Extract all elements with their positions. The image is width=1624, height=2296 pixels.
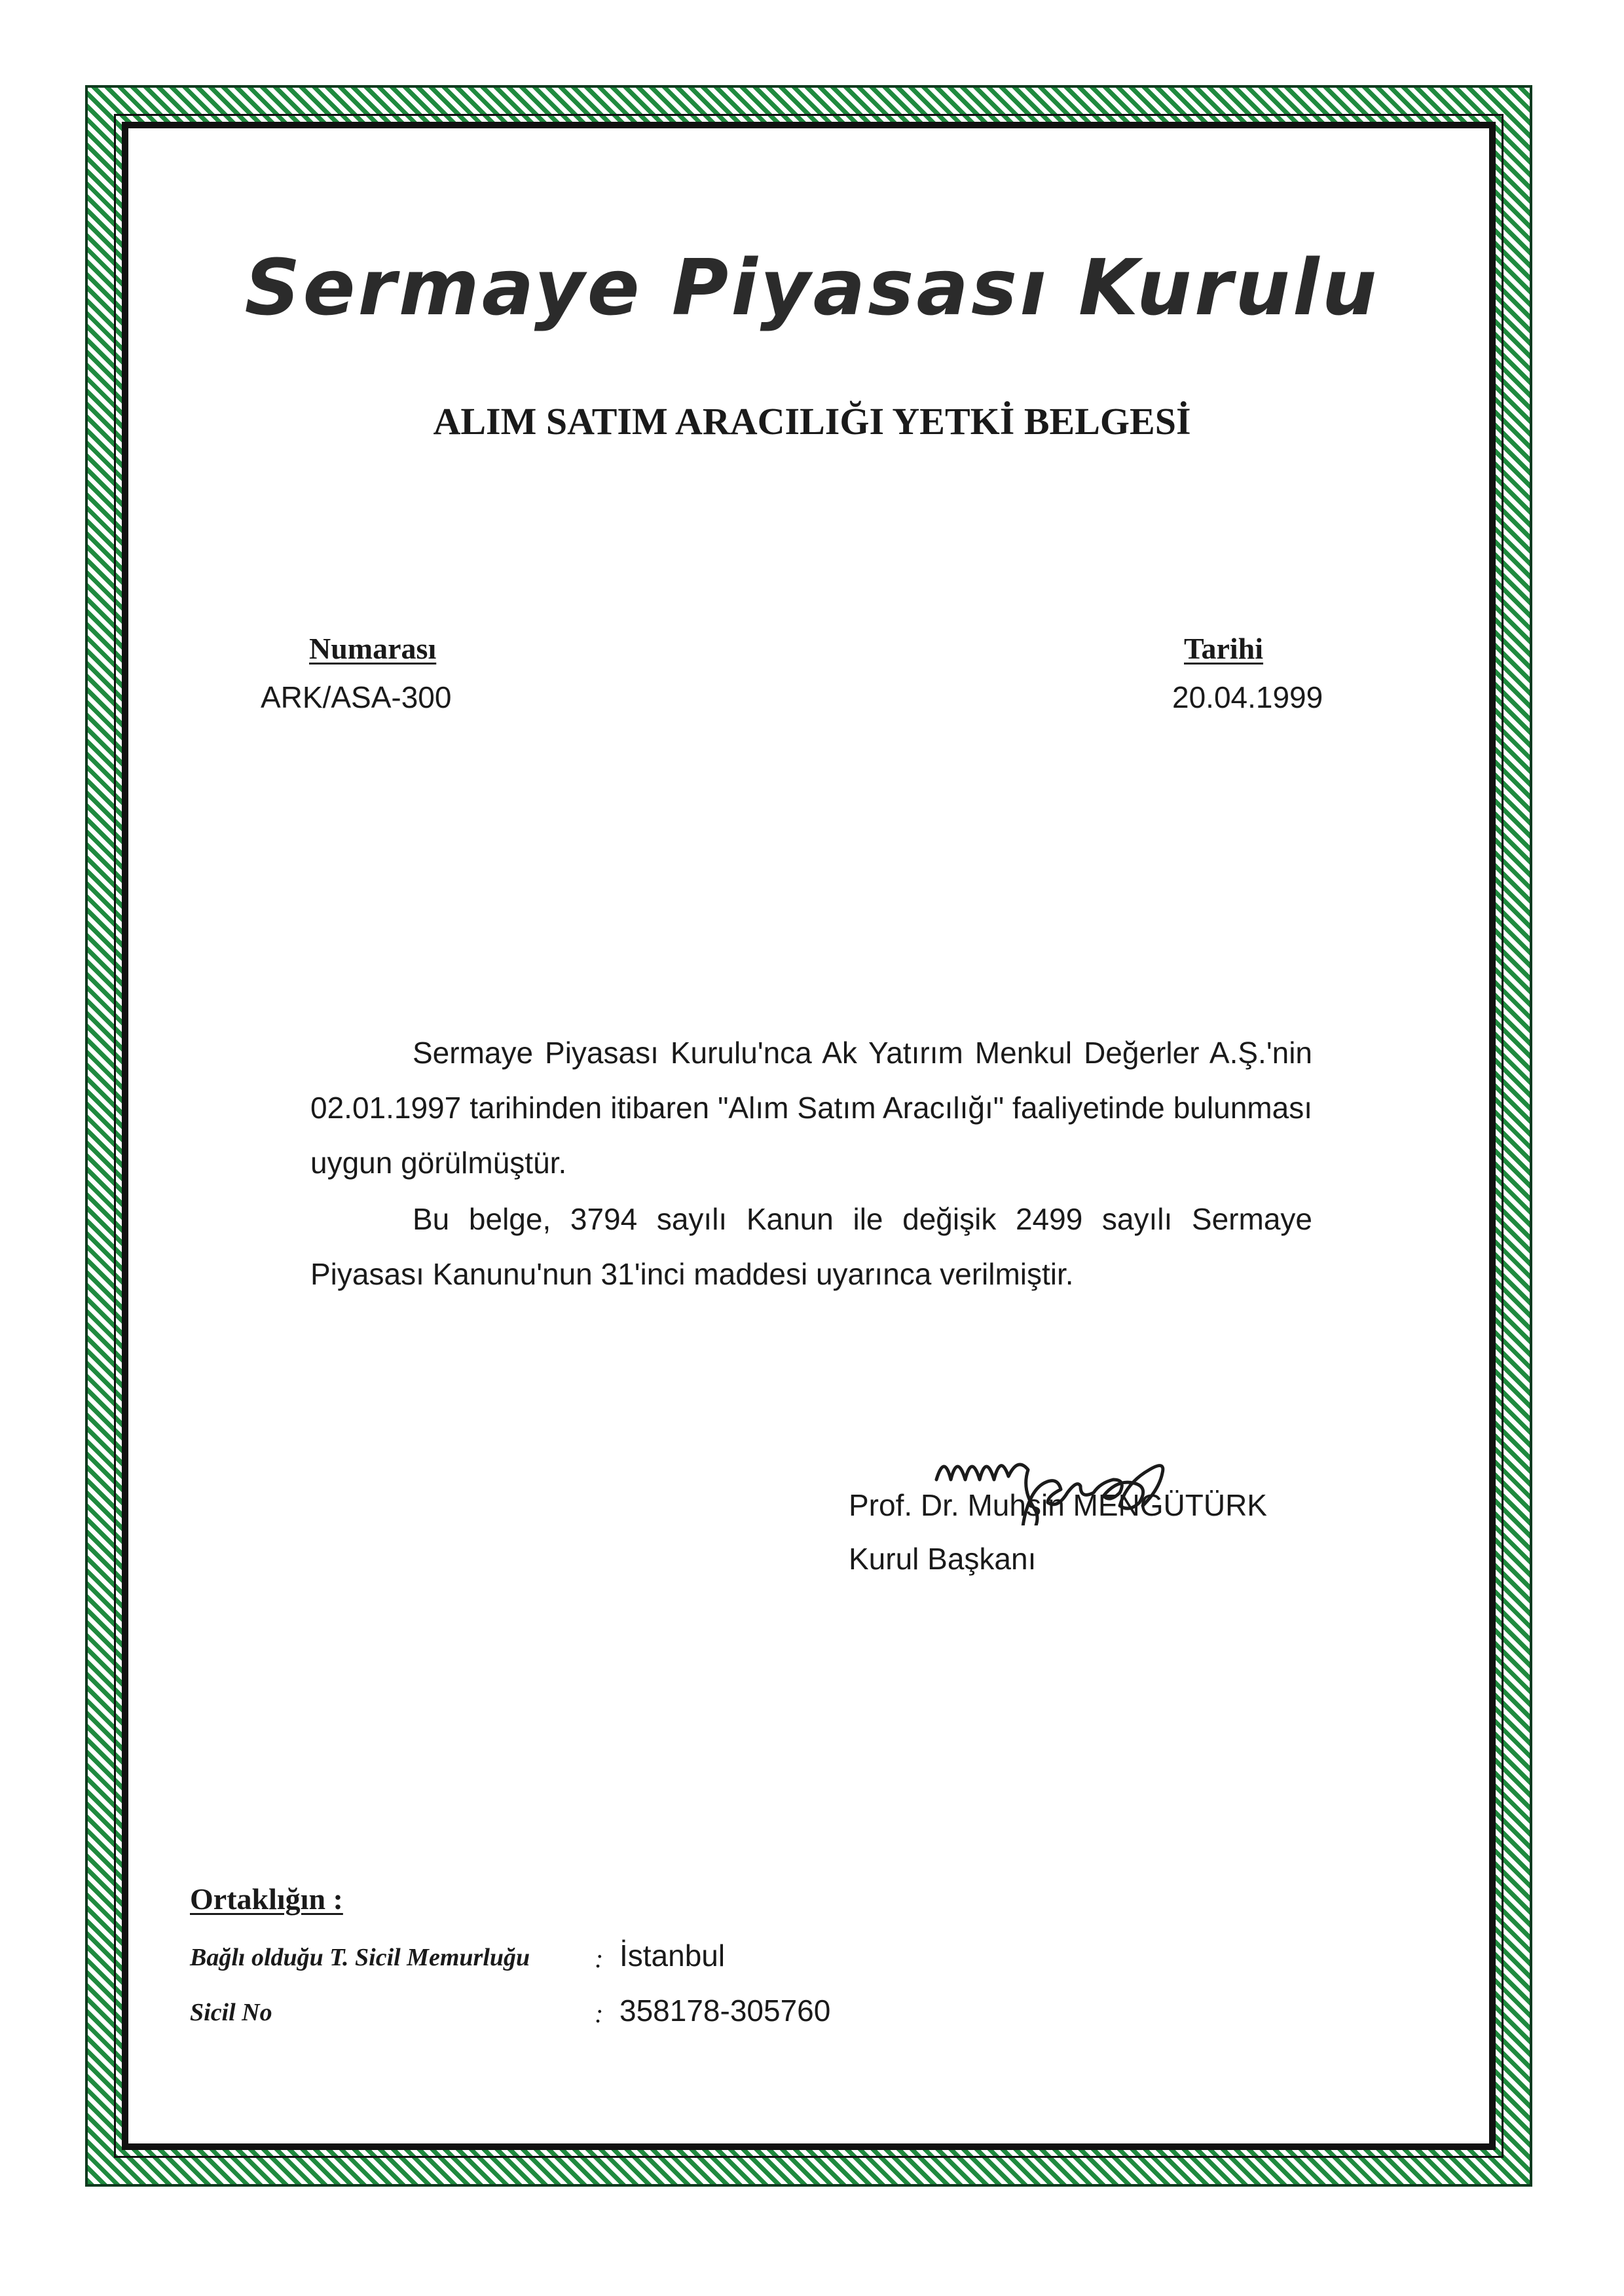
organization-title: Sermaye Piyasası Kurulu bbox=[244, 242, 1380, 333]
number-label: Numarası bbox=[309, 632, 437, 665]
partnership-heading: Ortaklığın : bbox=[190, 1882, 343, 1916]
registry-colon: : bbox=[595, 1944, 604, 1973]
document-title: ALIM SATIM ARACILIĞI YETKİ BELGESİ bbox=[433, 400, 1191, 443]
sicil-label: Sicil No bbox=[190, 1999, 272, 2026]
body-paragraph-1: Sermaye Piyasası Kurulu'nca Ak Yatırım Menkul Değerler A.Ş.'nin 02.01.1997 tarihinden itibaren "Alım Satım Aracılığı" faaliyetinde bulunması uygun görülmüştür. bbox=[310, 1036, 1312, 1180]
sicil-value: 358178-305760 bbox=[619, 1994, 831, 2028]
signatory-title: Kurul Başkanı bbox=[849, 1542, 1037, 1576]
signatory-name: Prof. Dr. Muhsin MENGÜTÜRK bbox=[849, 1488, 1267, 1522]
sicil-colon: : bbox=[595, 1999, 604, 2028]
date-label: Tarihi bbox=[1184, 632, 1264, 665]
registry-label: Bağlı olduğu T. Sicil Memurluğu bbox=[190, 1944, 530, 1971]
number-value: ARK/ASA-300 bbox=[261, 680, 452, 714]
registry-value: İstanbul bbox=[619, 1939, 726, 1973]
date-value: 20.04.1999 bbox=[1172, 680, 1323, 714]
body-paragraph-2: Bu belge, 3794 sayılı Kanun ile değişik 2499 sayılı Sermaye Piyasası Kanunu'nun 31'inci maddesi uyarınca verilmiştir. bbox=[310, 1202, 1312, 1291]
